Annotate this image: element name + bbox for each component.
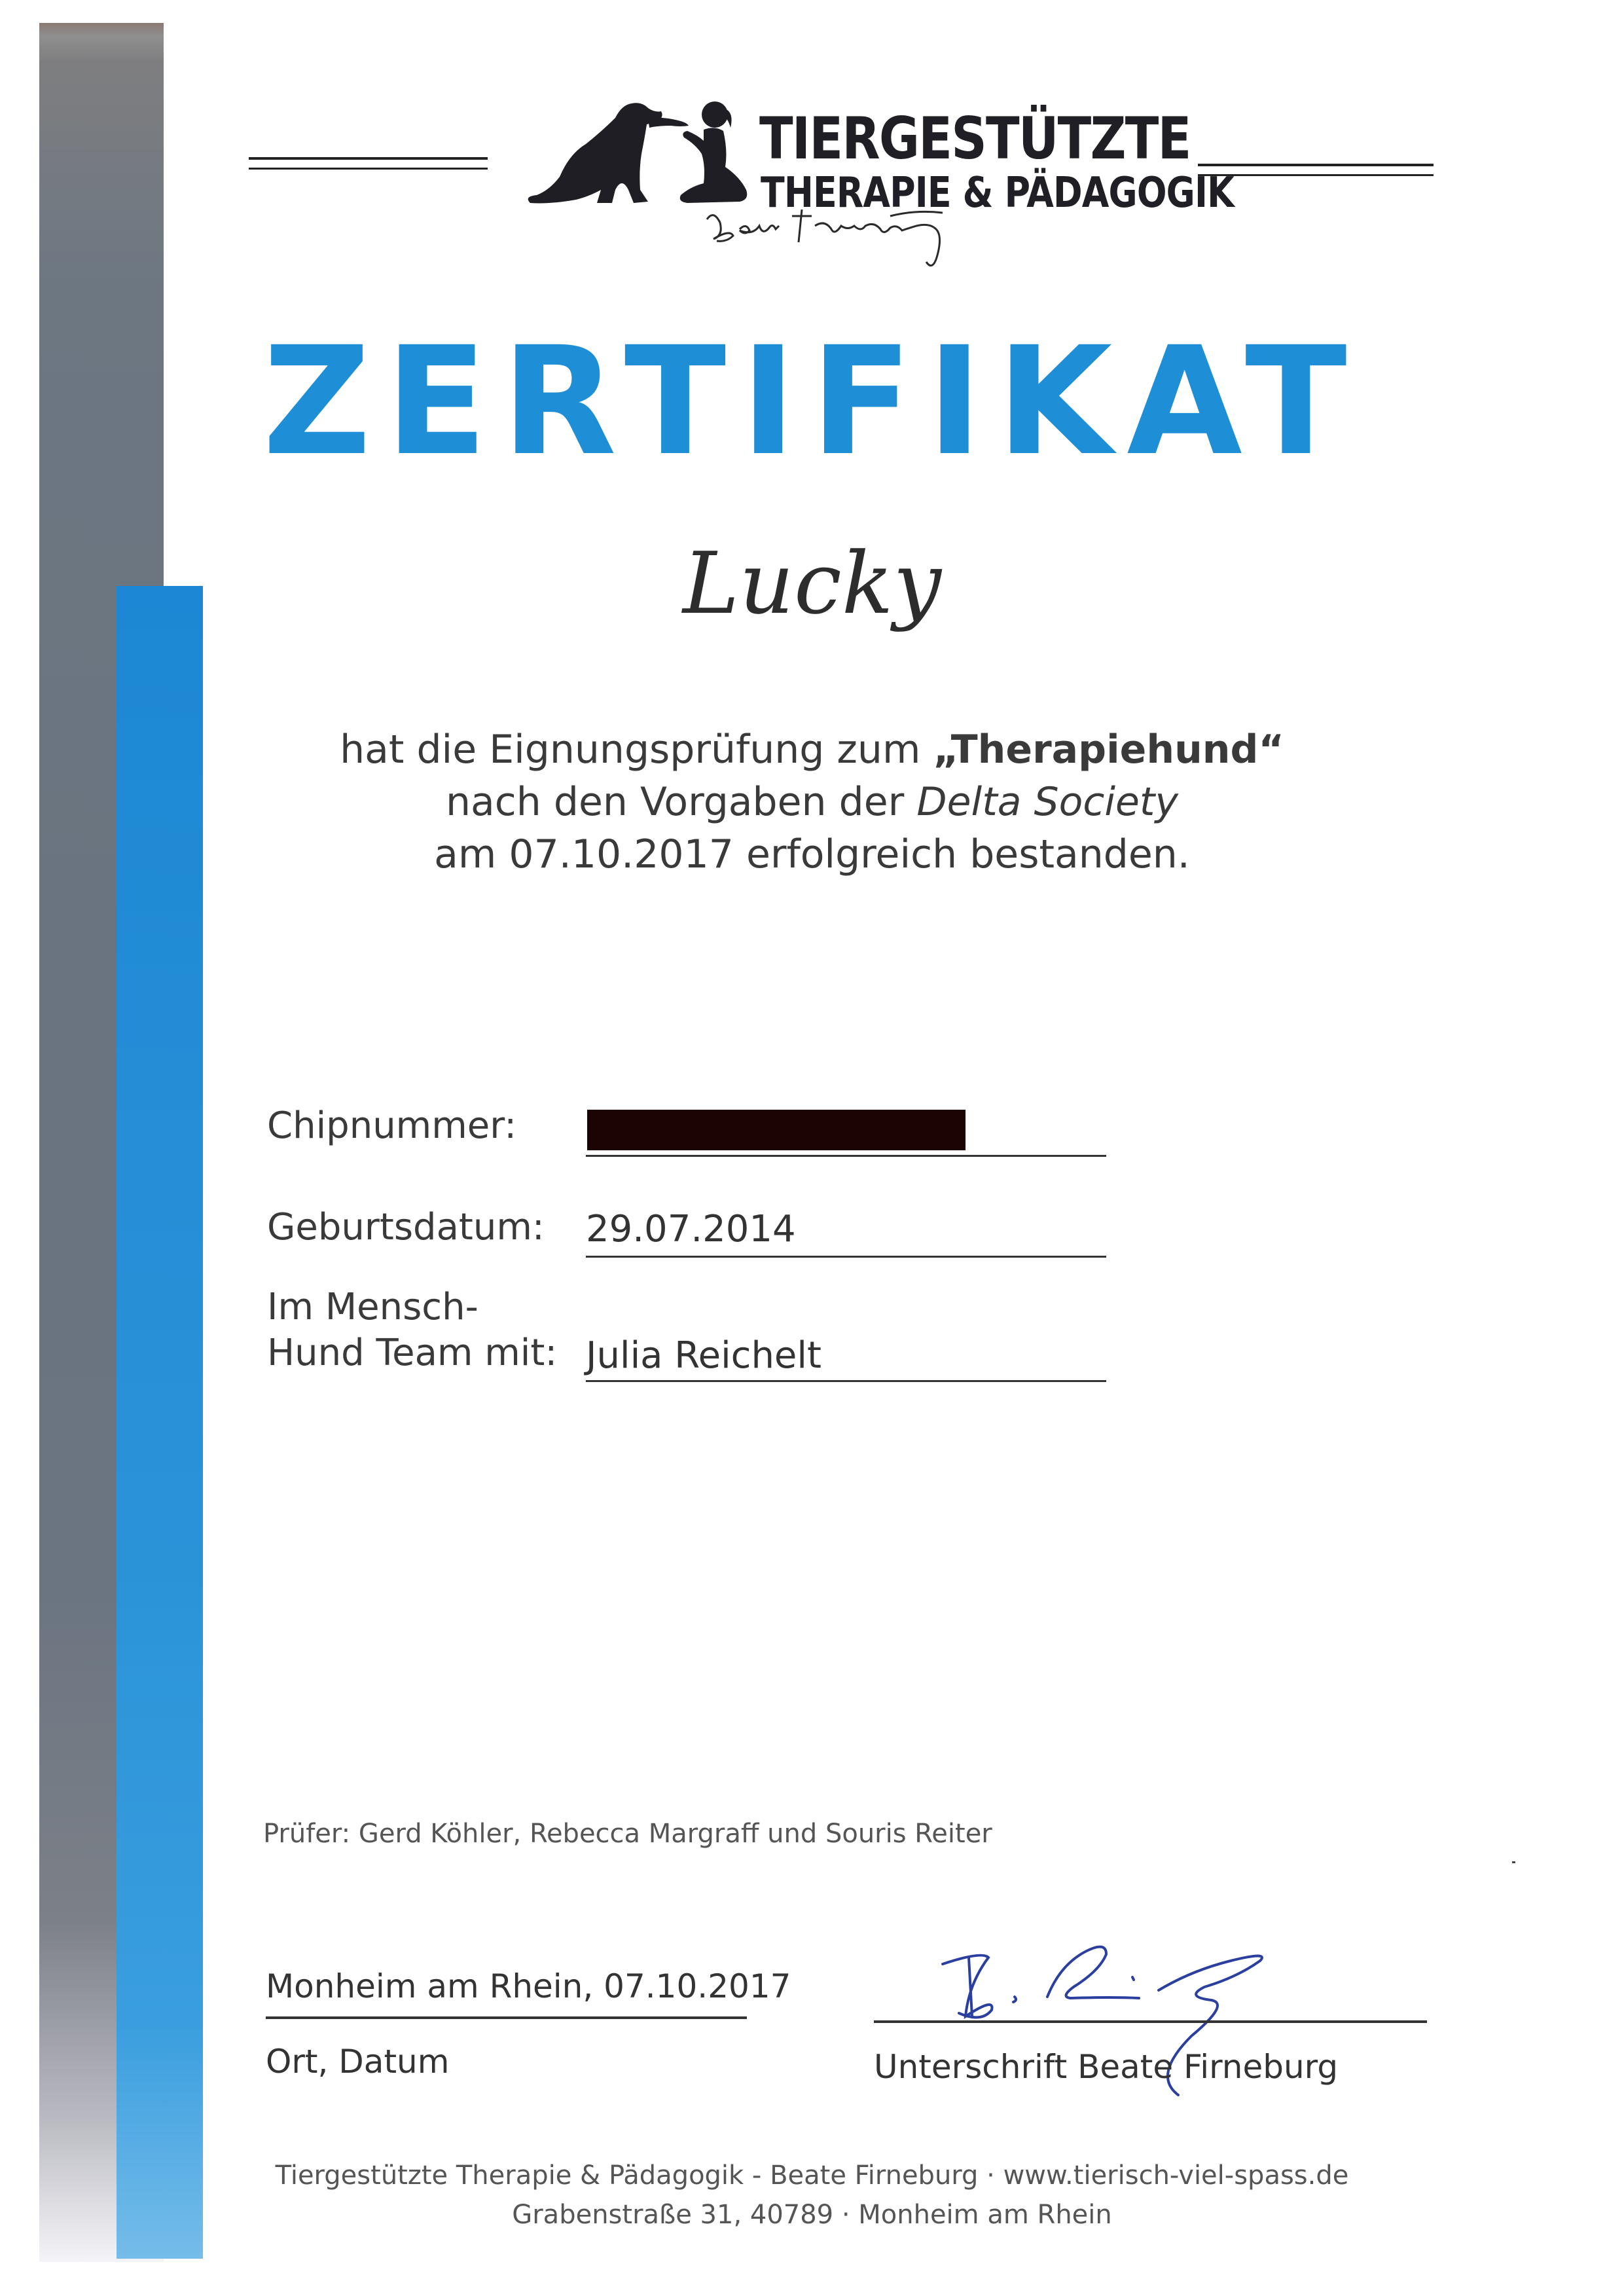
chip-number-label: Chipnummer: [267,1104,517,1147]
organization-logo [524,92,1234,275]
team-partner-line [586,1380,1106,1382]
birth-date-value: 29.07.2014 [586,1208,796,1250]
certificate-title: ZERTIFIKAT [262,314,1362,488]
logo-title-line: TIERGESTÜTZTE [759,105,1191,172]
examiners-list: Prüfer: Gerd Köhler, Rebecca Margraff und Souris Reiter [263,1819,992,1849]
header-rule-left [249,157,488,170]
birth-date-line [586,1256,1106,1258]
statement-line-1-text: hat die Eignungsprüfung zum [340,727,933,773]
logo-subtitle-line: THERAPIE & PÄDAGOGIK [761,169,1234,217]
team-label-line-2: Hund Team mit: [267,1332,558,1374]
team-label-line-1: Im Mensch- [267,1286,478,1328]
place-date-caption: Ort, Datum [266,2043,450,2081]
dog-name: Lucky [682,534,942,633]
stray-ink-mark [1512,1861,1515,1863]
chip-number-redacted [587,1110,965,1150]
team-partner-value: Julia Reichelt [586,1334,821,1377]
place-date-value: Monheim am Rhein, 07.10.2017 [266,1967,791,2005]
statement-line-1 [0,723,1624,776]
statement-line-3: am 07.10.2017 erfolgreich bestanden. [434,831,1190,877]
statement-organization: Delta Society [916,779,1178,825]
footer-organization: Tiergestützte Therapie & Pädagogik - Beate Firneburg · www.tierisch-viel-spass.de [275,2160,1349,2191]
examiner-signature [929,1925,1388,2121]
statement-qualification: „Therapiehund“ [933,727,1284,773]
certificate-statement [0,723,1624,881]
signature-caption: Unterschrift Beate Firneburg [874,2048,1339,2086]
birth-date-label: Geburtsdatum: [267,1206,545,1248]
footer-address: Grabenstraße 31, 40789 · Monheim am Rhein [512,2200,1112,2230]
chip-number-line [586,1155,1106,1157]
handwritten-signature-beate-firneburg [694,190,1008,275]
statement-line-2-text: nach den Vorgaben der [446,779,917,825]
place-date-line [266,2016,747,2019]
statement-line-2 [0,776,1624,828]
signature-line [874,2020,1427,2023]
